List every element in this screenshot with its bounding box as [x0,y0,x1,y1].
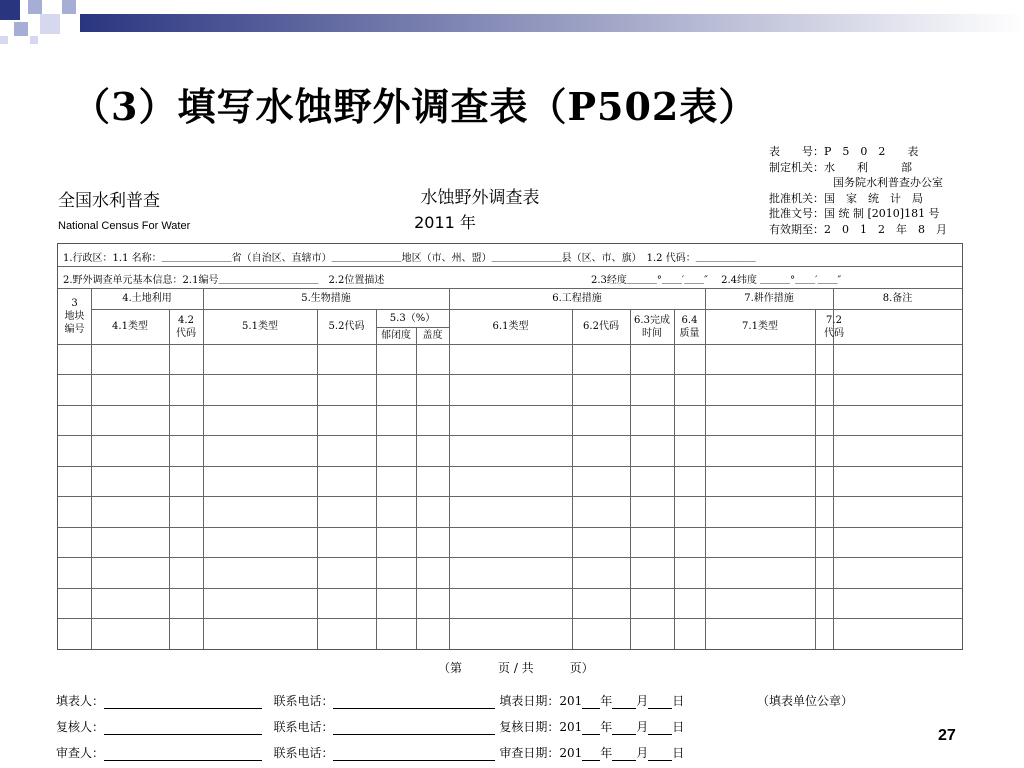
meta-valid-until: 有效期至：2 0 1 2 年 8 月 [769,222,947,236]
header-6-4-quality: 6.4 质量 [679,314,700,339]
header-6-3-completion-time: 6.3完成 时间 [634,314,670,339]
form-year: 2011 年 [414,213,476,232]
reviewer-phone-line [333,722,495,735]
decorative-header-band [0,0,1024,44]
meta-approval-authority: 批准机关：国 家 统 计 局 [769,191,923,205]
form-meta-block [769,144,964,237]
census-name-en: National Census For Water [58,220,191,232]
page-count-line: （第 页 / 共 页） [438,661,594,675]
meta-issuing-authority: 制定机关：水 利 部 [769,160,912,174]
slide-page-number: 27 [938,727,956,744]
header-6-1-type: 6.1类型 [492,321,529,332]
check-date-label: 审查日期：201 [499,746,583,760]
review-date-label: 复核日期：201 [499,720,583,734]
unit-stamp-note: （填表单位公章） [757,694,854,708]
header-engineering-measures: 6.工程措施 [552,293,602,304]
coordinates-row: 2.3经度＿＿＿°＿＿′＿＿″ 2.4纬度 ＿＿＿°＿＿′＿＿″ [591,275,842,286]
checker-line [104,748,262,761]
header-4-1-type: 4.1类型 [112,321,148,332]
header-6-2-code: 6.2代码 [583,321,619,332]
header-land-use: 4.土地利用 [122,293,172,304]
checker-label: 审查人： [56,746,105,760]
header-4-2-code: 4.2 代码 [176,314,196,339]
header-bio-measures: 5.生物措施 [301,293,351,304]
admin-region-row: 1.行政区：1.1 名称：＿＿＿＿＿＿＿省（自治区、直辖市）＿＿＿＿＿＿＿地区（市、州、盟）＿＿＿＿＿＿＿县（区、市、旗） 1.2 代码：＿＿＿＿＿＿ [63,253,756,264]
checker-row: 审查人： 联系电话： 审查日期：201 年 月 日 [56,746,685,760]
header-canopy-density: 郁闭度 [381,330,411,341]
survey-table [57,243,963,650]
header-remarks: 8.备注 [882,293,913,304]
header-tillage-measures: 7.耕作措施 [744,293,794,304]
header-7-1-type: 7.1类型 [742,321,778,332]
header-5-3-percent: 5.3（%） [389,312,436,324]
header-5-1-type: 5.1类型 [242,321,278,332]
checker-phone-line [333,748,495,761]
fill-date-label: 填表日期：201 [499,694,583,708]
meta-issuing-office: 国务院水利普查办公室 [833,176,943,189]
meta-approval-number: 批准文号：国 统 制 [2010]181 号 [769,207,940,220]
header-7-2-code: 7.2 代码 [824,314,844,339]
reviewer-label: 复核人： [56,720,105,734]
form-title: 水蚀野外调查表 [420,188,540,208]
slide-title: （3）填写水蚀野外调查表（P502表） [72,84,758,129]
census-name-cn: 全国水利普查 [58,191,160,211]
header-coverage: 盖度 [422,330,443,341]
checker-phone-label: 联系电话： [273,746,334,760]
filler-label: 填表人： [56,694,105,708]
header-unit-id: 3 地块 编号 [64,297,85,335]
reviewer-line [104,722,262,735]
filler-phone-label: 联系电话： [273,694,334,708]
filler-line [104,696,262,709]
filler-phone-line [333,696,495,709]
reviewer-phone-label: 联系电话： [273,720,334,734]
reviewer-row: 复核人： 联系电话： 复核日期：201 年 月 日 [56,720,685,734]
header-5-2-code: 5.2代码 [328,321,365,332]
unit-info-row: 2.野外调查单元基本信息：2.1编号＿＿＿＿＿＿＿＿＿＿ 2.2位置描述 [63,275,385,286]
meta-form-number: 表 号：P 5 0 2 表 [769,145,919,158]
filler-row: 填表人： 联系电话： 填表日期：201 年 月 日 [56,694,685,708]
